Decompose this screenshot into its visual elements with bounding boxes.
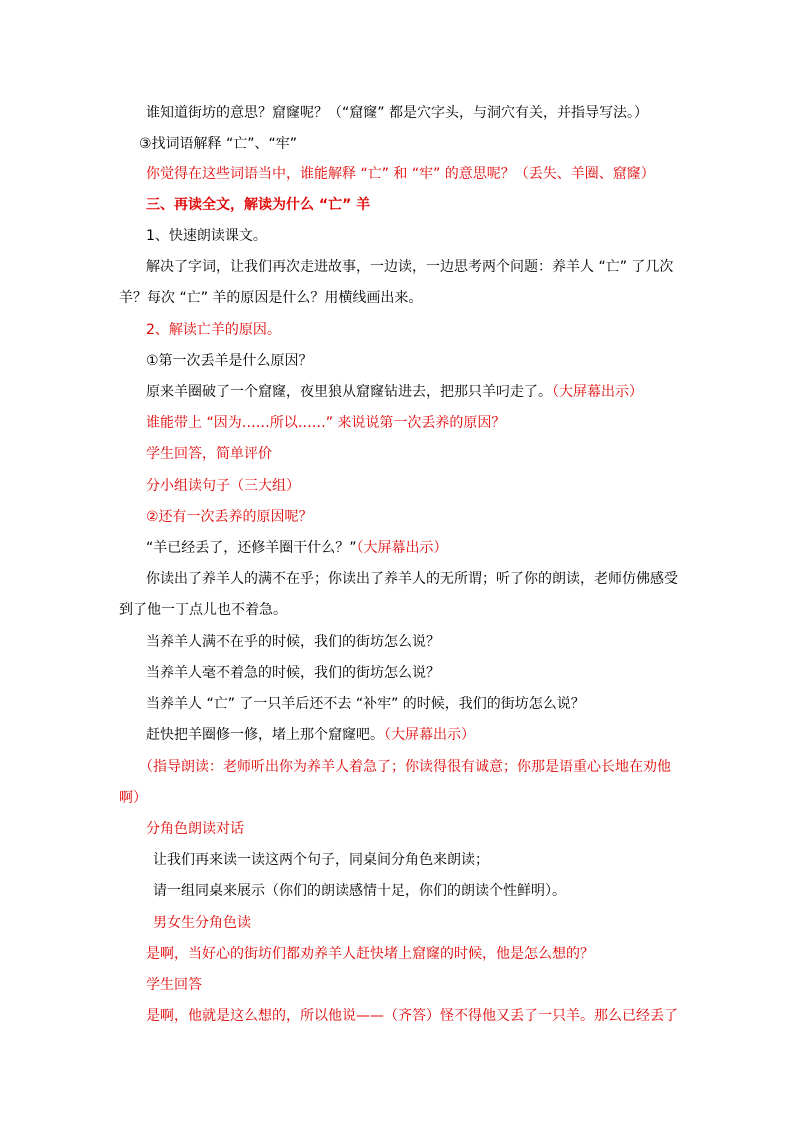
sentence-text: 赶快把羊圈修一修，堵上那个窟窿吧。 xyxy=(146,727,384,743)
text-line: 分角色朗读对话 xyxy=(146,821,244,837)
text-line: 2、解读亡羊的原因。 xyxy=(146,322,281,338)
text-line: 是啊，他就是这么想的，所以他说——（齐答）怪不得他又丢了一只羊。那么已经丢了 xyxy=(146,1008,678,1024)
screen-note: （大屏幕出示） xyxy=(552,384,643,400)
text-line: ③找词语解释 “亡”、“牢” xyxy=(139,136,298,152)
text-line: ①第一次丢羊是什么原因？ xyxy=(146,353,313,369)
text-line: 当养羊人 “亡” 了一只羊后还不去 “补牢” 的时候，我们的街坊怎么说？ xyxy=(146,696,585,712)
text-line: ②还有一次丢养的原因呢？ xyxy=(146,509,313,525)
text-line: 你读出了养羊人的满不在乎；你读出了养羊人的无所谓；听了你的朗读，老师仿佛感受 xyxy=(146,571,678,587)
text-line: 你觉得在这些词语当中，谁能解释 “亡” 和 “牢” 的意思呢？（丢失、羊圈、窟窿） xyxy=(146,166,655,182)
screen-note: （大屏幕出示） xyxy=(356,540,448,556)
text-line: 到了他一丁点儿也不着急。 xyxy=(119,602,287,618)
text-line: 分小组读句子（三大组） xyxy=(146,478,300,494)
sentence-text: 原来羊圈破了一个窟窿，夜里狼从窟窿钻进去，把那只羊叼走了。 xyxy=(146,384,552,400)
text-line: 谁能带上 “因为……所以……” 来说说第一次丢养的原因？ xyxy=(146,415,506,431)
text-line: 请一组同桌来展示（你们的朗读感情十足，你们的朗读个性鲜明）。 xyxy=(153,883,566,899)
section-heading: 三、再读全文，解读为什么 “亡” 羊 xyxy=(146,197,371,213)
text-line xyxy=(146,537,448,559)
text-line: 啊） xyxy=(119,790,147,806)
screen-note: （大屏幕出示） xyxy=(384,727,475,743)
text-line: 是啊，当好心的街坊们都劝养羊人赶快堵上窟窿的时候，他是怎么想的？ xyxy=(146,946,594,962)
text-line: 学生回答 xyxy=(146,977,202,993)
text-line xyxy=(146,381,643,403)
text-line: 当养羊人满不在乎的时候，我们的街坊怎么说？ xyxy=(146,634,440,650)
text-line: 学生回答，简单评价 xyxy=(146,446,272,462)
text-line xyxy=(146,724,475,746)
text-line: 解决了字词，让我们再次走进故事，一边读，一边思考两个问题：养羊人 “亡” 了几次 xyxy=(146,259,674,275)
text-line: （指导朗读：老师听出你为养羊人着急了；你读得很有诚意；你那是语重心长地在劝他 xyxy=(139,759,671,775)
sentence-text: “羊已经丢了，还修羊圈干什么？” xyxy=(146,540,357,556)
text-line: 谁知道街坊的意思？窟窿呢？（“窟窿” 都是穴字头，与洞穴有关，并指导写法。） xyxy=(146,105,648,121)
text-line: 男女生分角色读 xyxy=(153,915,251,931)
text-line: 1、快速朗读课文。 xyxy=(146,228,267,244)
text-line: 当养羊人毫不着急的时候，我们的街坊怎么说？ xyxy=(146,665,440,681)
text-line: 羊？每次 “亡” 羊的原因是什么？用横线画出来。 xyxy=(119,290,423,306)
text-line: 让我们再来读一读这两个句子，同桌间分角色来朗读； xyxy=(153,852,489,868)
